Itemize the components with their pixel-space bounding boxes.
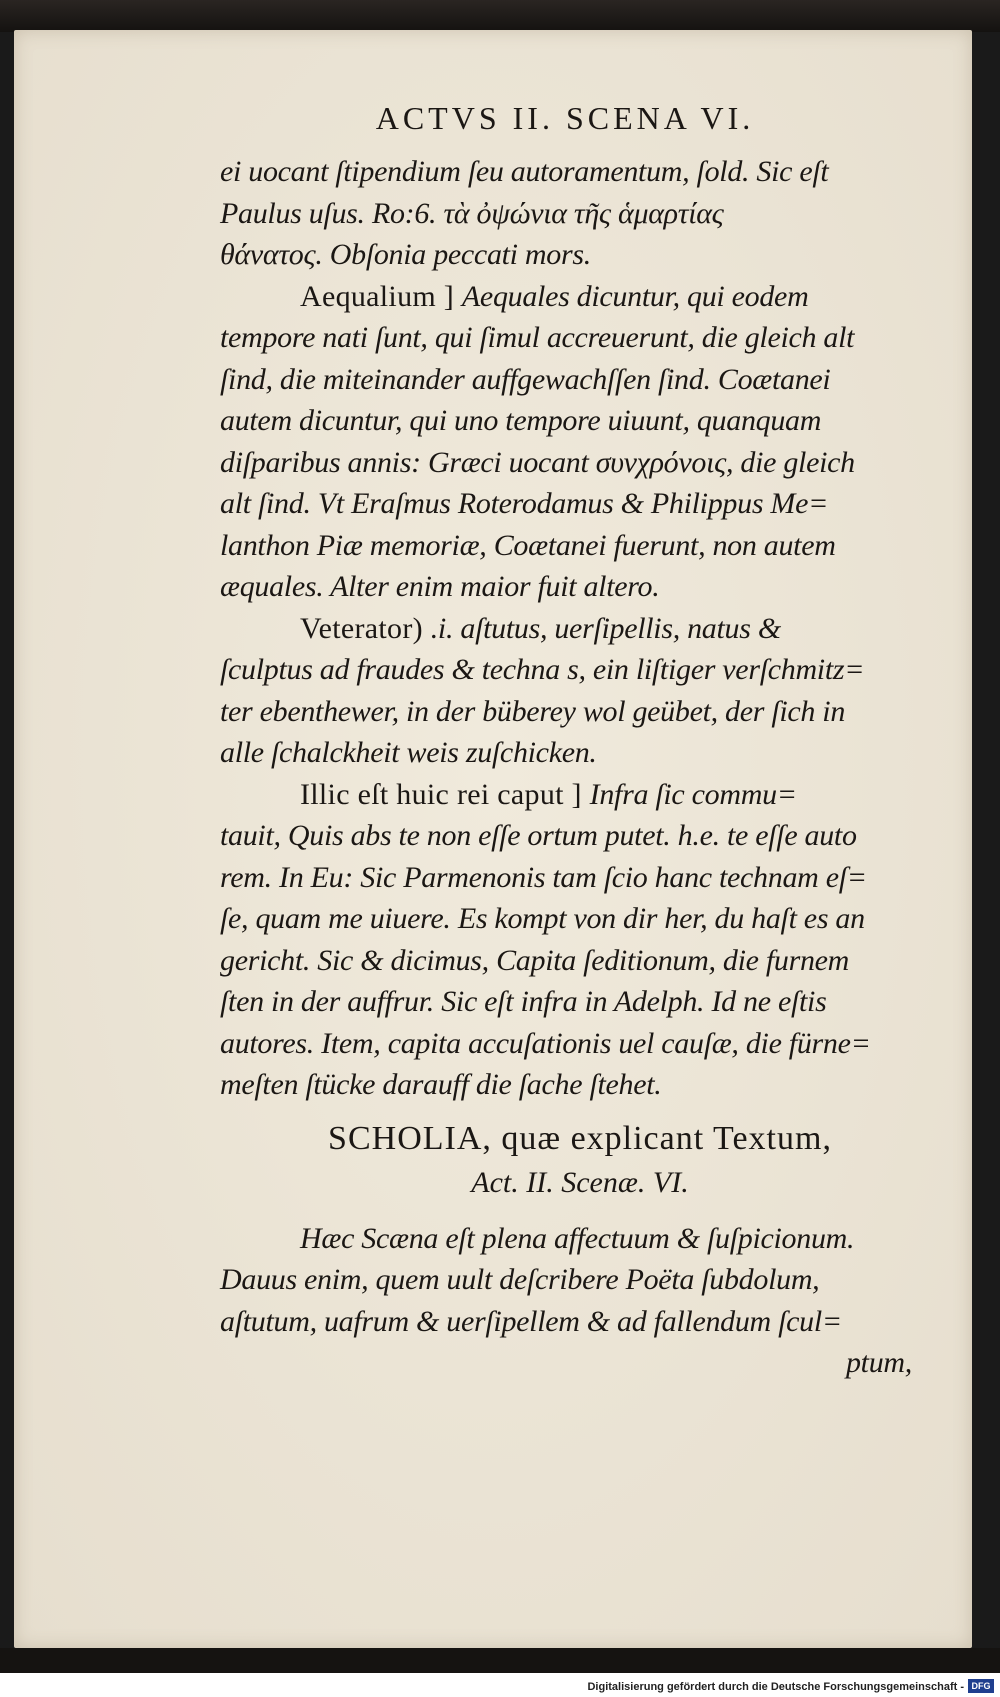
text-line — [220, 774, 940, 816]
commentary-text — [220, 151, 940, 1106]
line-text: Infra ſic commu= — [589, 777, 797, 811]
text-line — [220, 981, 940, 1023]
text-line — [220, 193, 940, 235]
line-text: ei uocant ſtipendium ſeu autoramentum, ſold. Sic eſt — [220, 155, 829, 188]
line-text: meſten ſtücke darauff die ſache ſtehet. — [220, 1068, 662, 1101]
text-line — [220, 649, 940, 691]
text-line — [220, 442, 940, 484]
line-text: tauit, Quis abs te non eſſe ortum putet. h.e. te eſſe auto — [220, 819, 857, 852]
scholia-line: Dauus enim, quem uult deſcribere Poëta ſubdolum, — [220, 1263, 820, 1296]
text-line — [220, 234, 940, 276]
line-text: rem. In Eu: Sic Parmenonis tam ſcio hanc technam eſ= — [220, 860, 867, 894]
lemma: Aequalium ] — [300, 279, 462, 313]
text-line — [220, 1023, 940, 1065]
text-line — [220, 483, 940, 525]
text-line — [220, 151, 940, 193]
line-text: alt ſind. Vt Eraſmus Roterodamus & Philippus Me= — [220, 487, 829, 520]
dfg-logo-icon: DFG — [968, 1679, 994, 1693]
page-content — [220, 100, 940, 1384]
scholia-title: SCHOLIA, quæ explicant Textum, — [328, 1119, 832, 1157]
catchword: ptum, — [845, 1346, 912, 1379]
line-text: .i. aſtutus, uerſipellis, natus & — [430, 611, 781, 645]
line-text: tempore nati ſunt, qui ſimul accreuerunt, die gleich alt — [220, 321, 855, 354]
line-text: æquales. Alter enim maior fuit altero. — [220, 570, 660, 603]
lemma: Illic eſt huic rei caput ] — [300, 777, 590, 811]
lemma: Veterator) — [300, 611, 431, 645]
text-line — [220, 525, 940, 567]
line-text: ſe, quam me uiuere. Es kompt von dir her, du haſt es an — [220, 902, 865, 935]
text-line — [220, 857, 940, 899]
footer-bar — [0, 1673, 1000, 1697]
line-text: diſparibus annis: Græci uocant συνχρόνοις, die gleich — [220, 445, 855, 479]
scholia-subtitle: Act. II. Scenæ. VI. — [471, 1165, 689, 1199]
text-line — [220, 940, 940, 982]
line-text: ſten in der auffrur. Sic eſt infra in Adelph. Id ne eſtis — [220, 985, 827, 1018]
running-head: ACTVS II. SCENA VI. — [375, 100, 755, 136]
line-text: autores. Item, capita accuſationis uel cauſæ, die fürne= — [220, 1026, 871, 1060]
line-text: Aequales dicuntur, qui eodem — [461, 279, 809, 313]
line-text: ter ebenthewer, in der büberey wol geübet, der ſich in — [220, 694, 846, 728]
text-line — [220, 400, 940, 442]
text-line — [220, 566, 940, 608]
scholia-text — [220, 1218, 940, 1343]
text-line — [220, 898, 940, 940]
line-text: ſculptus ad fraudes & techna s, ein liſtiger verſchmitz= — [220, 653, 865, 686]
funding-credit: Digitalisierung gefördert durch die Deutsche Forschungsgemeinschaft - — [587, 1681, 964, 1693]
text-line — [220, 732, 940, 774]
text-line — [220, 359, 940, 401]
line-text: lanthon Piæ memoriæ, Coætanei fuerunt, non autem — [220, 528, 836, 562]
scan-top-edge — [0, 0, 1000, 32]
text-line — [220, 1064, 940, 1106]
scan-bottom-edge — [0, 1648, 1000, 1673]
scholia-line: aſtutum, uafrum & uerſipellem & ad fallendum ſcul= — [220, 1304, 842, 1338]
scholia-line: Hæc Scæna eſt plena affectuum & ſuſpicionum. — [300, 1221, 855, 1255]
text-line — [220, 276, 940, 318]
line-text: autem dicuntur, qui uno tempore uiuunt, quanquam — [220, 404, 822, 437]
line-text: Paulus uſus. Ro:6. τὰ ὀψώνια τῆς ἁμαρτίας — [220, 196, 724, 230]
line-text: ſind, die miteinander auffgewachſſen ſind. Coætanei — [220, 362, 831, 396]
line-text: gericht. Sic & dicimus, Capita ſeditionum, die furnem — [220, 943, 850, 977]
text-line — [220, 691, 940, 733]
text-line — [220, 608, 940, 650]
line-text: alle ſchalckheit weis zuſchicken. — [220, 736, 597, 769]
text-line — [220, 317, 940, 359]
line-text: θάνατος. Obſonia peccati mors. — [220, 238, 591, 271]
text-line — [220, 815, 940, 857]
